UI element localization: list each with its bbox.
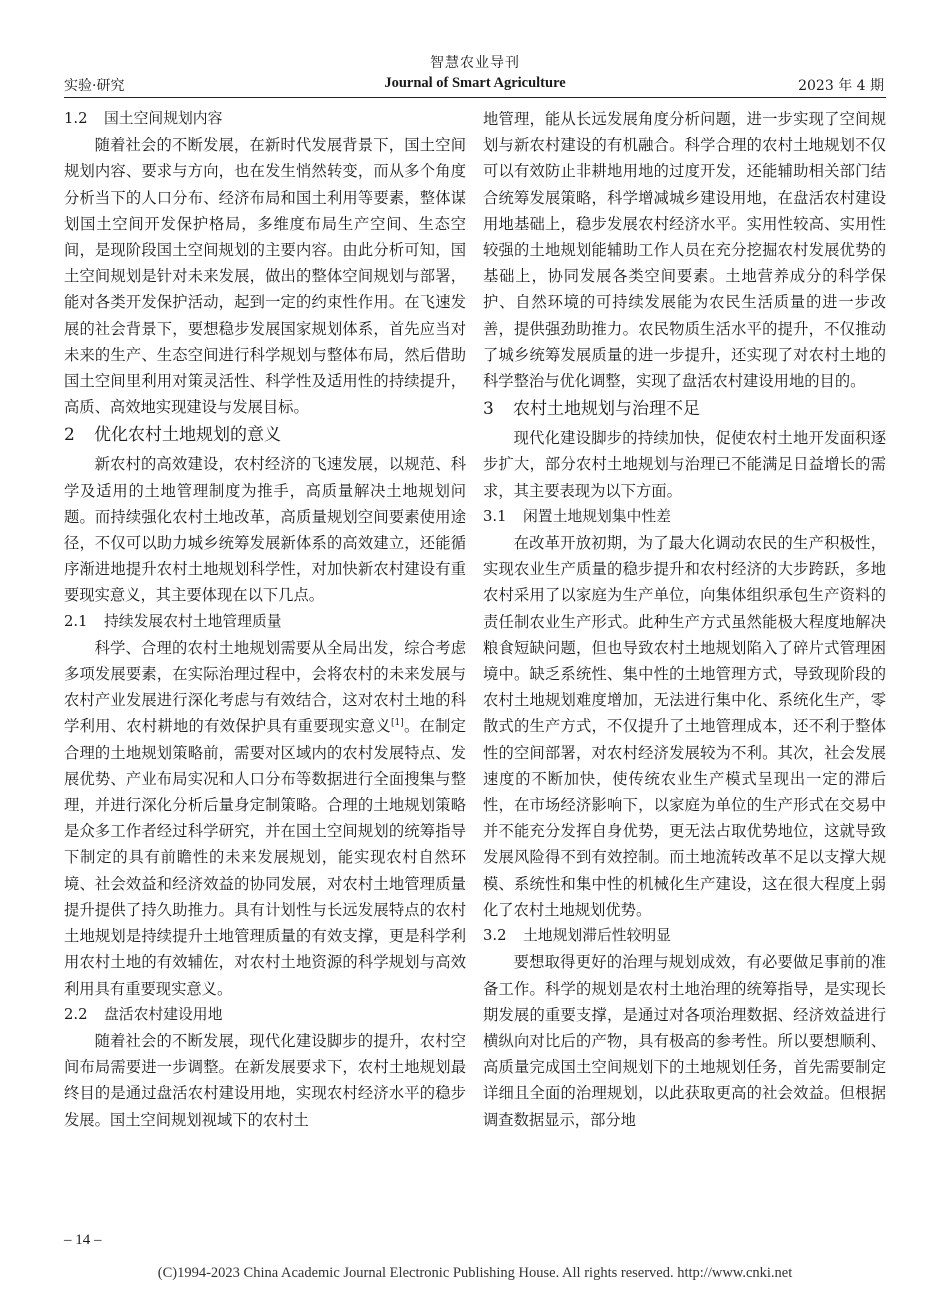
section-heading-3 xyxy=(483,394,886,425)
paragraph-text: 。在制定合理的土地规划策略前，需要对区域内的农村发展特点、发展优势、产业布局实况和人口分布等数据进行全面搜集与整理，并进行深化分析后量身定制策略。合理的土地规划策略是众多工作者经过科学研究，并在国土空间规划的统筹指导下制定的具有前瞻性的未来发展规划，能实现农村自然环境、社会效益和经济效益的协同发展，对农村土地管理质量提升提供了持久助推力。具有计划性与长远发展特点的农村土地规划是持续提升土地管理质量的有效支撑，更是科学利用农村土地的有效辅佐，对农村土地资源的科学规划与高效利用具有重要现实意义。 xyxy=(64,717,466,998)
section-number: 2 xyxy=(64,425,75,446)
section-heading-2 xyxy=(64,420,466,451)
section-number: 3.2 xyxy=(483,927,507,945)
page-number: – 14 – xyxy=(64,1232,102,1248)
section-title: 盘活农村建设用地 xyxy=(104,1005,223,1023)
paragraph: 随着社会的不断发展，在新时代发展背景下，国土空间规划内容、要求与方向，也在发生悄然转变，而从多个角度分析当下的人口分布、经济布局和国土利用等要素，整体谋划国土空间开发保护格局，多维度布局生产空间、生态空间，是现阶段国土空间规划的主要内容。由此分析可知，国土空间规划是针对未来发展，做出的整体空间规划与部署，能对各类开发保护活动，起到一定的约束性作用。在飞速发展的社会背景下，要想稳步发展国家规划体系，首先应当对未来的生产、生态空间进行科学规划与整体布局，然后借助国土空间里利用对策灵活性、科学性及适用性的持续提升，高质、高效地实现建设与发展目标。 xyxy=(64,136,466,417)
paragraph-text: 科学、合理的农村土地规划需要从全局出发，综合考虑多项发展要素，在实际治理过程中，会将农村的未来发展与农村产业发展进行深化考虑与有效结合，这对农村土地的科学利用、农村耕地的有效保护具有重要现实意义 xyxy=(64,638,466,736)
issue-label: 2023 年 4 期 xyxy=(798,78,884,94)
copyright-notice: (C)1994-2023 China Academic Journal Electronic Publishing House. All rights reserved. http://www.cnki.net xyxy=(157,1265,793,1281)
header-rule xyxy=(64,97,886,98)
paragraph: 在改革开放初期，为了最大化调动农民的生产积极性，实现农业生产质量的稳步提升和农村经济的大步跨跃，多地农村采用了以家庭为生产单位，向集体组织承包生产资料的责任制农业生产形式。此种生产方式虽然能极大程度地解决粮食短缺问题，但也导致农村土地规划陷入了碎片式管理困境中。缺乏系统性、集中性的土地管理方式，导致现阶段的农村土地规划难度增加，无法进行集中化、系统化生产，零散式的生产方式，不仅提升了土地管理成本，还不利于整体性的空间部署，对农村经济发展较为不利。其次，社会发展速度的不断加快，使传统农业生产模式呈现出一定的滞后性，在市场经济影响下，以家庭为单位的生产形式在交易中并不能充分发挥自身优势，更无法占取优势地位，这就导致发展风险得不到有效控制。而土地流转改革不足以支撑大规模、系统性和集中性的机械化生产建设，这在很大程度上弱化了农村土地规划优势。 xyxy=(483,534,886,919)
section-title: 国土空间规划内容 xyxy=(104,110,223,127)
section-title: 闲置土地规划集中性差 xyxy=(523,507,671,525)
left-column xyxy=(64,106,466,1133)
section-number: 3 xyxy=(483,399,494,420)
paragraph: 现代化建设脚步的持续加快，促使农村土地开发面积逐步扩大，部分农村土地规划与治理已不能满足日益增长的需求，其主要表现为以下方面。 xyxy=(483,429,886,500)
section-title: 优化农村土地规划的意义 xyxy=(94,425,281,446)
paragraph: 新农村的高效建设，农村经济的飞速发展，以规范、科学及适用的土地管理制度为推手，高质量解决土地规划问题。而持续强化农村土地改革，高质量规划空间要素使用途径，不仅可以助力城乡统筹发展新体系的高效建立，还能循序渐进地提升农村土地规划科学性，对加快新农村建设有重要现实意义，其主要体现在以下几点。 xyxy=(64,455,466,605)
paragraph xyxy=(64,635,466,1002)
section-number: 2.1 xyxy=(64,612,88,630)
paragraph: 要想取得更好的治理与规划成效，有必要做足事前的准备工作。科学的规划是农村土地治理的统筹指导，是实现长期发展的重要支撑，是通过对各项治理数据、经济效益进行横纵向对比后的产物，具有极高的参考性。所以要想顺利、高质量完成国土空间规划下的土地规划任务，首先需要制定详细且全面的治理规划，以此获取更高的社会效益。但根据调查数据显示，部分地 xyxy=(483,953,886,1129)
section-heading-2-1 xyxy=(64,609,466,635)
section-number: 1.2 xyxy=(64,110,88,127)
journal-title-cn: 智慧农业导刊 xyxy=(430,55,520,71)
section-number: 2.2 xyxy=(64,1005,88,1023)
section-heading-1-2 xyxy=(64,106,466,132)
section-title: 土地规划滞后性较明显 xyxy=(523,927,671,945)
right-column xyxy=(483,106,886,1133)
journal-title-en: Journal of Smart Agriculture xyxy=(384,75,566,91)
section-label: 实验·研究 xyxy=(64,78,125,94)
section-title: 农村土地规划与治理不足 xyxy=(513,399,700,420)
paragraph: 随着社会的不断发展，现代化建设脚步的提升，农村空间布局需要进一步调整。在新发展要求下，农村土地规划最终目的是通过盘活农村建设用地，实现农村经济水平的稳步发展。国土空间规划视域下的农村土 xyxy=(64,1031,466,1129)
section-number: 3.1 xyxy=(483,507,507,525)
section-heading-2-2 xyxy=(64,1002,466,1028)
section-title: 持续发展农村土地管理质量 xyxy=(104,612,282,630)
section-heading-3-2 xyxy=(483,923,886,949)
section-heading-3-1 xyxy=(483,504,886,530)
paragraph: 地管理，能从长远发展角度分析问题，进一步实现了空间规划与新农村建设的有机融合。科学合理的农村土地规划不仅可以有效防止非耕地用地的过度开发，还能辅助相关部门结合统筹发展策略，科学增减城乡建设用地，在盘活农村建设用地基础上，稳步发展农村经济水平。实用性较高、实用性较强的土地规划能辅助工作人员在充分挖掘农村发展优势的基础上，协同发展各类空间要素。土地营养成分的科学保护、自然环境的可持续发展能为农民生活质量的进一步改善，提供强劲助推力。农民物质生活水平的提升，不仅推动了城乡统筹发展质量的进一步提升，还实现了对农村土地的科学整治与优化调整，实现了盘活农村建设用地的目的。 xyxy=(483,110,886,391)
citation-ref[interactable]: [1] xyxy=(390,718,404,729)
